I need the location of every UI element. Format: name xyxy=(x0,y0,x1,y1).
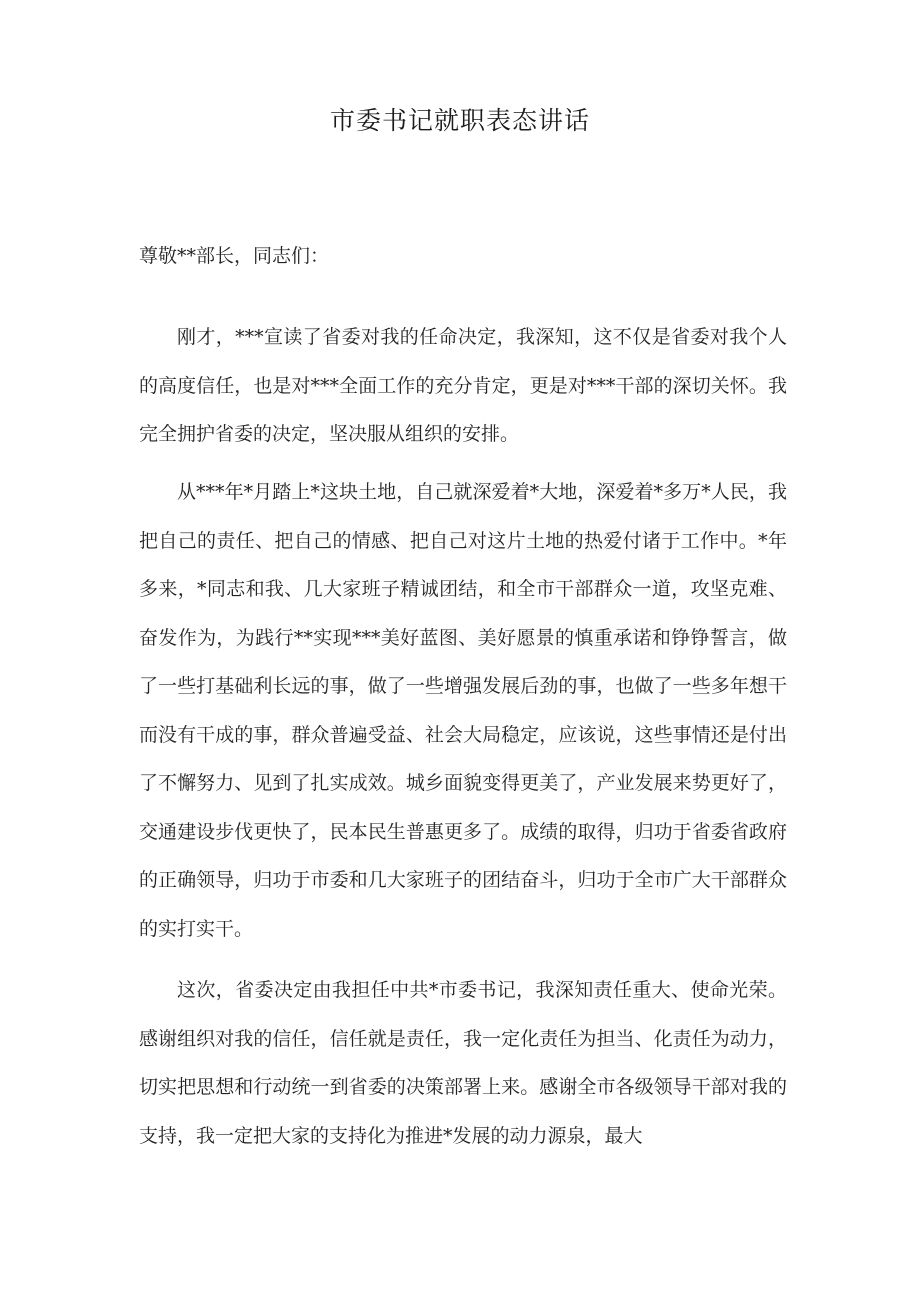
paragraph-2: 从***年*月踏上*这块土地，自己就深爱着*大地，深爱着*多万*人民，我把自己的责任、把自己的情感、把自己对这片土地的热爱付诸于工作中。*年多来，*同志和我、几大家班子精诚团结，和全市干部群众一道，攻坚克难、奋发作为，为践行**实现***美好蓝图、美好愿景的慎重承诺和铮铮誓言，做了一些打基础利长远的事，做了一些增强发展后劲的事，也做了一些多年想干而没有干成的事，群众普遍受益、社会大局稳定，应该说，这些事情还是付出了不懈努力、见到了扎实成效。城乡面貌变得更美了，产业发展来势更好了，交通建设步伐更快了，民本民生普惠更多了。成绩的取得，归功于省委省政府的正确领导，归功于市委和几大家班子的团结奋斗，归功于全市广大干部群众的实打实干。 xyxy=(139,481,787,940)
document-title: 市委书记就职表态讲话 xyxy=(329,106,590,135)
paragraph-3: 这次，省委决定由我担任中共*市委书记，我深知责任重大、使命光荣。感谢组织对我的信任，信任就是责任，我一定化责任为担当、化责任为动力，切实把思想和行动统一到省委的决策部署上来。感谢全市各级领导干部对我的支持，我一定把大家的支持化为推进*发展的动力源泉，最大 xyxy=(139,979,787,1147)
paragraph-1: 刚才，***宣读了省委对我的任命决定，我深知，这不仅是省委对我个人的高度信任，也是对***全面工作的充分肯定，更是对***干部的深切关怀。我完全拥护省委的决定，坚决服从组织的安排。 xyxy=(139,326,787,445)
salutation: 尊敬**部长，同志们： xyxy=(139,245,330,267)
